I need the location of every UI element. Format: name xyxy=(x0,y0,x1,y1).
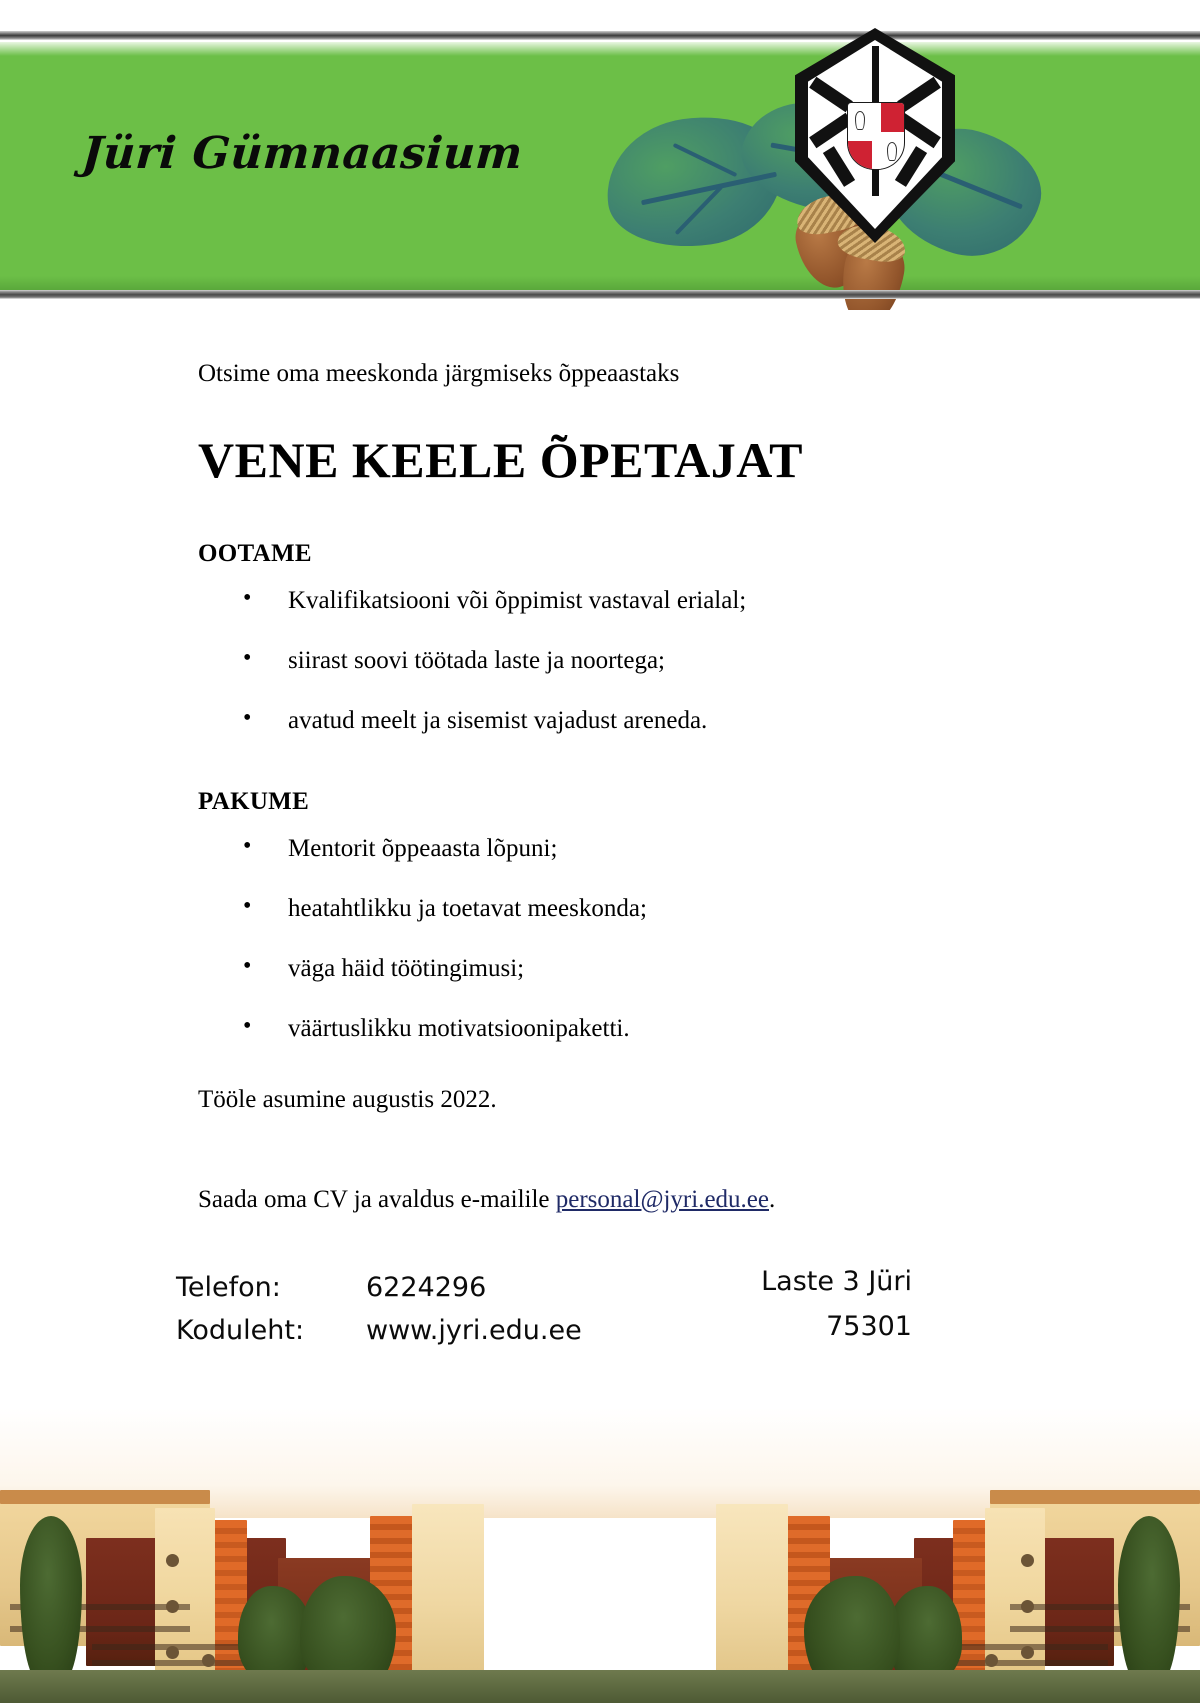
list-item: • Mentorit õppeaasta lõpuni; xyxy=(288,834,1200,864)
start-date-note: Tööle asumine augustis 2022. xyxy=(198,1086,497,1114)
website-value[interactable]: www.jyri.edu.ee xyxy=(366,1315,582,1346)
address-line-1: Laste 3 Jüri xyxy=(761,1266,912,1297)
cv-suffix-text: . xyxy=(769,1185,776,1213)
footer-photo-right-mirrored xyxy=(600,1408,1200,1703)
section-heading-pakume: PAKUME xyxy=(198,788,310,816)
contact-row-phone xyxy=(176,1272,582,1303)
footer-building-photo xyxy=(0,1408,1200,1703)
contact-block xyxy=(0,1266,1200,1392)
phone-value: 6224296 xyxy=(366,1272,487,1303)
contact-details xyxy=(176,1272,582,1358)
coat-of-arms-icon xyxy=(847,102,905,170)
address-block xyxy=(592,1266,912,1356)
school-name-wordmark: Jüri Gümnaasium xyxy=(80,128,525,179)
offers-list xyxy=(0,834,1200,1044)
header-bottom-rule xyxy=(0,290,1200,299)
page-header xyxy=(0,0,1200,310)
website-label: Koduleht: xyxy=(176,1315,305,1346)
school-crest-icon xyxy=(795,28,955,243)
phone-label: Telefon: xyxy=(176,1272,281,1303)
list-item: • siirast soovi töötada laste ja noortega; xyxy=(288,646,1200,676)
list-item: • Kvalifikatsiooni või õppimist vastaval erialal; xyxy=(288,586,1200,616)
contact-row-website xyxy=(176,1315,582,1346)
list-item: • avatud meelt ja sisemist vajadust areneda. xyxy=(288,706,1200,736)
list-item: • väga häid töötingimusi; xyxy=(288,954,1200,984)
list-item: • heatahtlikku ja toetavat meeskonda; xyxy=(288,894,1200,924)
header-green-highlight xyxy=(0,42,1200,56)
requirements-list xyxy=(0,586,1200,736)
intro-text: Otsime oma meeskonda järgmiseks õppeaastaks xyxy=(198,360,680,387)
cv-prefix-text: Saada oma CV ja avaldus e-mailile xyxy=(198,1185,556,1213)
footer-photo-left xyxy=(0,1408,600,1703)
address-line-2: 75301 xyxy=(826,1311,912,1342)
posting-content xyxy=(0,310,1200,1215)
section-heading-ootame: OOTAME xyxy=(198,540,312,568)
email-link[interactable]: personal@jyri.edu.ee xyxy=(555,1185,769,1213)
page-title: VENE KEELE ÕPETAJAT xyxy=(198,432,803,489)
header-top-rule xyxy=(0,31,1200,40)
list-item: • väärtuslikku motivatsioonipaketti. xyxy=(288,1014,1200,1044)
application-instructions xyxy=(198,1184,1200,1215)
